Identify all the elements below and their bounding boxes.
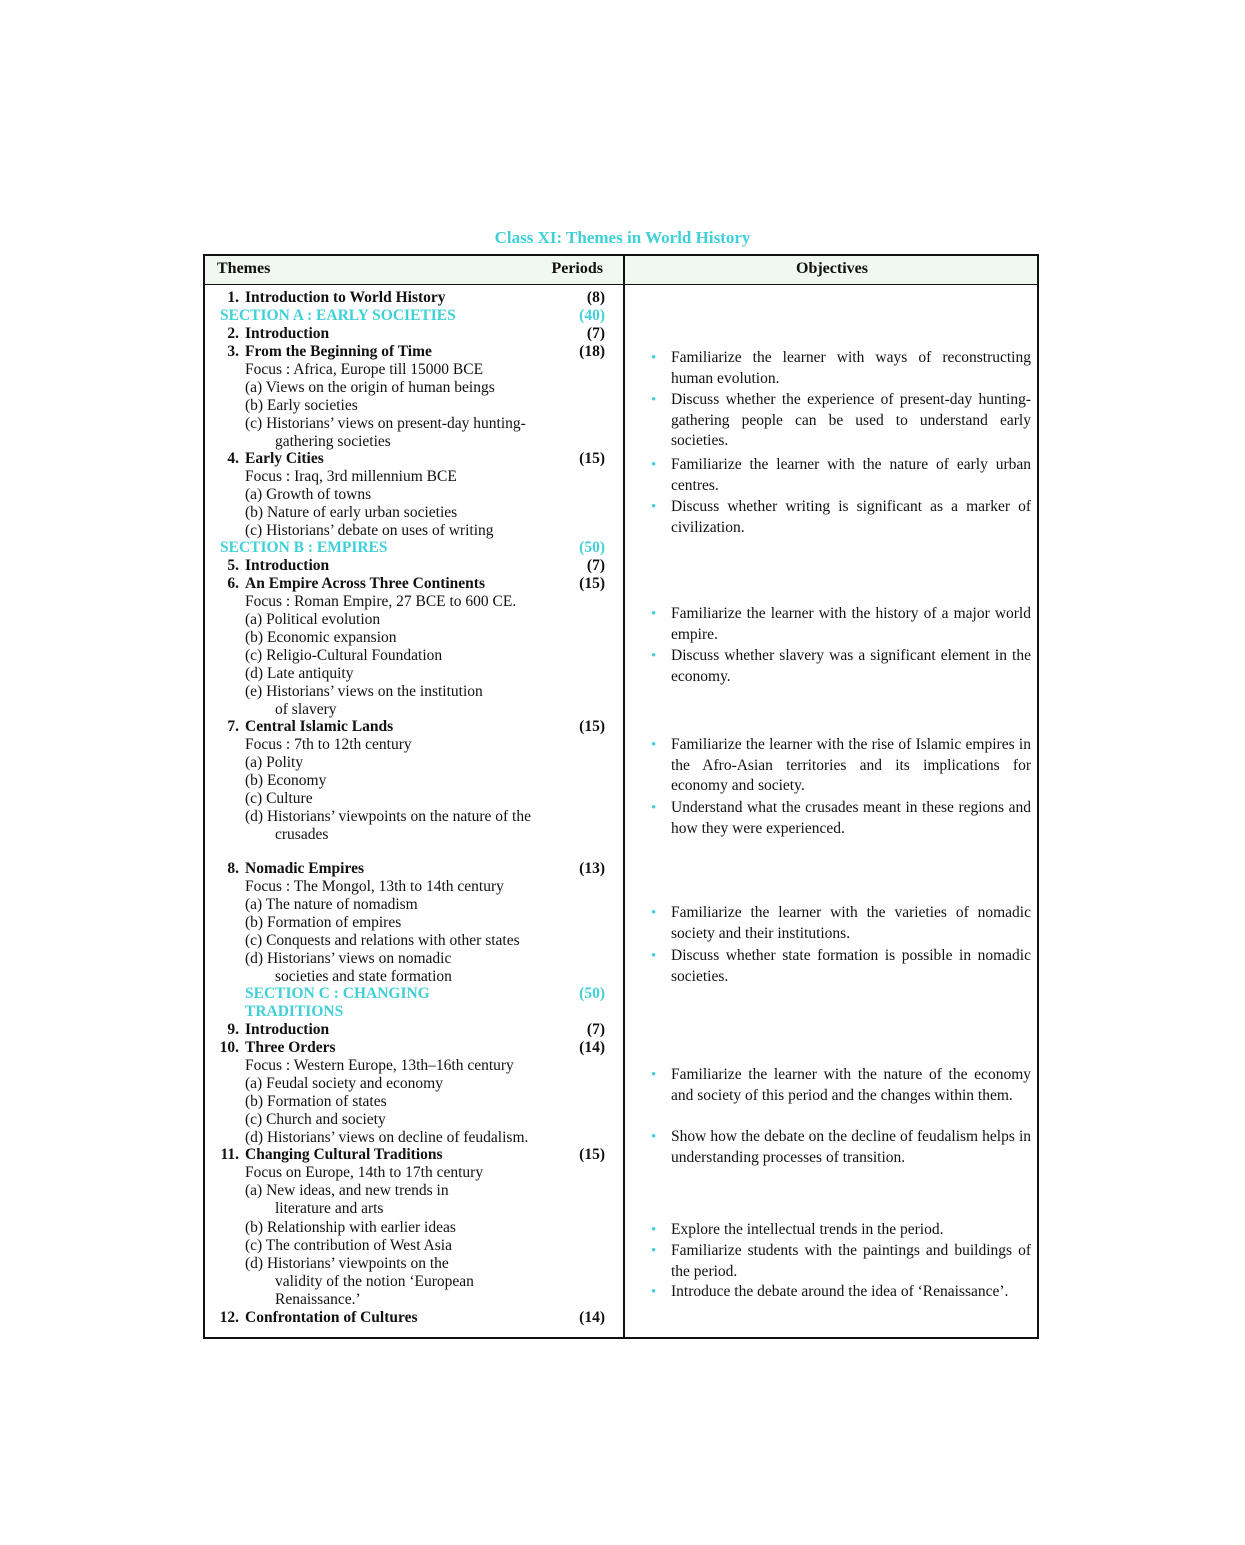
row-text: (c) The contribution of West Asia [245,1237,452,1254]
objective-text: Familiarize the learner with the nature of the economy and society of this period and the changes within them. [671,1066,1031,1104]
theme-detail [275,433,391,451]
theme-detail [245,397,358,415]
period-count: (14) [579,1309,605,1326]
theme-number: 3. [227,343,239,360]
theme-detail [245,950,451,968]
row-text: From the Beginning of Time [245,343,432,360]
period-count: (50) [579,985,605,1002]
theme-detail [245,522,494,540]
objective-text: Explore the intellectual trends in the period. [671,1221,944,1238]
section-heading [180,307,456,325]
objective-text: Familiarize the learner with the nature of early urban centres. [671,456,1031,494]
theme-detail [245,1057,514,1075]
row-text: (c) Historians’ debate on uses of writing [245,522,494,539]
theme-title [205,450,324,468]
objective-text: Discuss whether slavery was a significant element in the economy. [671,647,1031,685]
objective-item [651,735,1031,797]
row-text: Renaissance.’ [275,1291,361,1308]
objective-item [651,1282,1031,1303]
row-text: (b) Relationship with earlier ideas [245,1219,456,1236]
row-text: (c) Religio-Cultural Foundation [245,647,443,664]
row-text: (a) Polity [245,754,304,771]
row-text: SECTION C : CHANGING [245,985,430,1002]
row-text: Early Cities [245,450,324,467]
bullet-icon: • [651,905,657,921]
row-text: crusades [275,826,329,843]
period-count: (15) [579,450,605,467]
theme-title [205,718,393,736]
objective-text: Familiarize the learner with ways of reconstructing human evolution. [671,349,1031,387]
theme-detail [245,504,457,522]
row-text: (b) Economy [245,772,327,789]
theme-detail [245,1093,387,1111]
objectives-header: Objectives [796,260,868,277]
section-heading [245,1003,343,1021]
bullet-icon: • [651,800,657,816]
row-text: Confrontation of Cultures [245,1309,418,1326]
period-count: (13) [579,860,605,877]
row-text: Introduction [245,557,330,574]
bullet-icon: • [651,1284,657,1300]
period-count: (40) [579,307,605,324]
row-text: (c) Church and society [245,1111,386,1128]
objective-item [651,1065,1031,1106]
theme-detail [275,1291,361,1309]
theme-title [205,1039,336,1057]
theme-number: 6. [227,575,239,592]
row-text: (a) New ideas, and new trends in [245,1182,449,1199]
row-text: (b) Economic expansion [245,629,397,646]
theme-title [205,860,364,878]
row-text: (b) Early societies [245,397,358,414]
theme-title [205,289,446,307]
objective-text: Discuss whether writing is significant as a marker of civilization. [671,498,1031,536]
objective-text: Discuss whether the experience of present-day hunting-gathering people can be used to understand early societies. [671,391,1031,449]
row-text: (a) The nature of nomadism [245,896,418,913]
row-text: (b) Nature of early urban societies [245,504,458,521]
theme-title [205,343,432,361]
theme-number: 5. [227,557,239,574]
row-text: Focus : 7th to 12th century [245,736,412,753]
objective-text: Introduce the debate around the idea of ‘Renaissance’. [671,1283,1009,1300]
theme-detail [275,826,328,844]
row-text: Nomadic Empires [245,860,364,877]
theme-number: 11. [220,1146,239,1163]
objective-text: Familiarize students with the paintings and buildings of the period. [671,1242,1031,1280]
theme-title [205,1309,418,1327]
theme-detail [245,379,495,397]
objective-item [651,1241,1031,1282]
row-text: Three Orders [245,1039,336,1056]
bullet-icon: • [651,1129,657,1145]
bullet-icon: • [651,1067,657,1083]
theme-detail [245,665,353,683]
theme-detail [245,611,380,629]
row-text: (e) Historians’ views on the institution [245,683,483,700]
row-text: Focus : The Mongol, 13th to 14th century [245,878,504,895]
row-text: (d) Historians’ viewpoints on the nature of the [245,808,531,825]
theme-detail [245,1111,386,1129]
row-text: Focus : Roman Empire, 27 BCE to 600 CE. [245,593,517,610]
objective-item [651,646,1031,687]
theme-detail [245,1255,449,1273]
theme-title [205,1146,443,1164]
bullet-icon: • [651,392,657,408]
row-text: (a) Feudal society and economy [245,1075,443,1092]
theme-detail [245,1075,443,1093]
theme-title [205,1021,329,1039]
objective-item [651,1220,1031,1241]
theme-detail [245,914,401,932]
theme-detail [245,1164,483,1182]
row-text: Central Islamic Lands [245,718,394,735]
theme-detail [245,683,483,701]
bullet-icon: • [651,499,657,515]
row-text: (c) Culture [245,790,313,807]
theme-detail [245,1219,456,1237]
theme-detail [245,486,371,504]
row-text: of slavery [275,701,337,718]
objective-item [651,903,1031,944]
bullet-icon: • [651,606,657,622]
row-text: literature and arts [275,1200,384,1217]
theme-detail [245,1129,528,1147]
theme-detail [245,932,520,950]
row-text: Focus : Iraq, 3rd millennium BCE [245,468,457,485]
objective-text: Understand what the crusades meant in these regions and how they were experienced. [671,799,1031,837]
bullet-icon: • [651,350,657,366]
theme-title [205,557,329,575]
period-count: (15) [579,575,605,592]
row-text: societies and state formation [275,968,452,985]
theme-number: 8. [227,860,239,877]
objective-item [651,604,1031,645]
theme-number: 10. [219,1039,239,1056]
row-text: Introduction [245,325,330,342]
row-text: Changing Cultural Traditions [245,1146,443,1163]
row-text: TRADITIONS [245,1003,344,1020]
period-count: (50) [579,539,605,556]
theme-number: 7. [227,718,239,735]
period-count: (15) [579,1146,605,1163]
row-text: An Empire Across Three Continents [245,575,485,592]
section-heading [245,985,430,1003]
bullet-icon: • [651,737,657,753]
theme-title [205,575,485,593]
row-text: (d) Historians’ views on nomadic [245,950,452,967]
theme-detail [245,647,442,665]
theme-detail [245,754,303,772]
row-text: (c) Conquests and relations with other states [245,932,520,949]
row-text: (b) Formation of empires [245,914,402,931]
row-text: Introduction [245,1021,330,1038]
period-count: (14) [579,1039,605,1056]
bullet-icon: • [651,457,657,473]
section-heading [180,539,388,557]
theme-number: 2. [227,325,239,342]
theme-detail [245,772,326,790]
period-count: (18) [579,343,605,360]
row-text: (a) Political evolution [245,611,381,628]
period-count: (7) [586,325,605,342]
row-text: (a) Growth of towns [245,486,372,503]
syllabus-table [203,254,1039,1339]
objective-text: Familiarize the learner with the history of a major world empire. [671,605,1031,643]
theme-detail [245,808,531,826]
objective-item [651,946,1031,987]
objective-text: Familiarize the learner with the rise of Islamic empires in the Afro-Asian territories and its implications for economy and society. [671,736,1031,794]
bullet-icon: • [651,1243,657,1259]
row-text: (a) Views on the origin of human beings [245,379,495,396]
table-header [205,256,1037,285]
row-text: (c) Historians’ views on present-day hunting- [245,415,526,432]
theme-detail [245,361,483,379]
row-text: (d) Late antiquity [245,665,354,682]
theme-title [205,325,329,343]
theme-number: 4. [227,450,239,467]
theme-number: 12. [219,1309,239,1326]
row-text: (d) Historians’ viewpoints on the [245,1255,449,1272]
column-divider [623,256,625,1337]
objective-item [651,455,1031,496]
theme-detail [245,1182,449,1200]
row-text: Focus : Africa, Europe till 15000 BCE [245,361,484,378]
theme-detail [275,1273,474,1291]
objective-text: Discuss whether state formation is possible in nomadic societies. [671,947,1031,985]
theme-detail [245,1237,452,1255]
theme-detail [245,736,412,754]
theme-detail [275,1200,383,1218]
objective-text: Show how the debate on the decline of feudalism helps in understanding processes of transition. [671,1128,1031,1166]
theme-detail [245,468,457,486]
theme-detail [245,415,526,433]
theme-detail [245,878,504,896]
period-count: (7) [586,557,605,574]
periods-header: Periods [551,260,603,277]
theme-detail [245,790,313,808]
themes-header: Themes [217,260,271,277]
bullet-icon: • [651,948,657,964]
period-count: (7) [586,1021,605,1038]
theme-detail [245,629,397,647]
theme-detail [275,968,452,986]
row-text: SECTION B : EMPIRES [220,539,388,556]
bullet-icon: • [651,648,657,664]
page-title: Class XI: Themes in World History [494,228,751,247]
row-text: (b) Formation of states [245,1093,387,1110]
row-text: Focus on Europe, 14th to 17th century [245,1164,484,1181]
objective-item [651,348,1031,389]
objective-text: Familiarize the learner with the varieties of nomadic society and their institutions. [671,904,1031,942]
row-text: validity of the notion ‘European [275,1273,474,1290]
theme-detail [245,593,516,611]
row-text: gathering societies [275,433,391,450]
theme-number: 1. [227,289,239,306]
row-text: SECTION A : EARLY SOCIETIES [220,307,456,324]
theme-detail [275,701,337,719]
objective-item [651,390,1031,452]
period-count: (15) [579,718,605,735]
row-text: (d) Historians’ views on decline of feudalism. [245,1129,529,1146]
row-text: Focus : Western Europe, 13th–16th century [245,1057,514,1074]
bullet-icon: • [651,1222,657,1238]
objective-item [651,497,1031,538]
theme-number: 9. [227,1021,239,1038]
theme-detail [245,896,418,914]
objective-item [651,798,1031,839]
objective-item [651,1127,1031,1168]
row-text: Introduction to World History [245,289,446,306]
period-count: (8) [586,289,605,306]
